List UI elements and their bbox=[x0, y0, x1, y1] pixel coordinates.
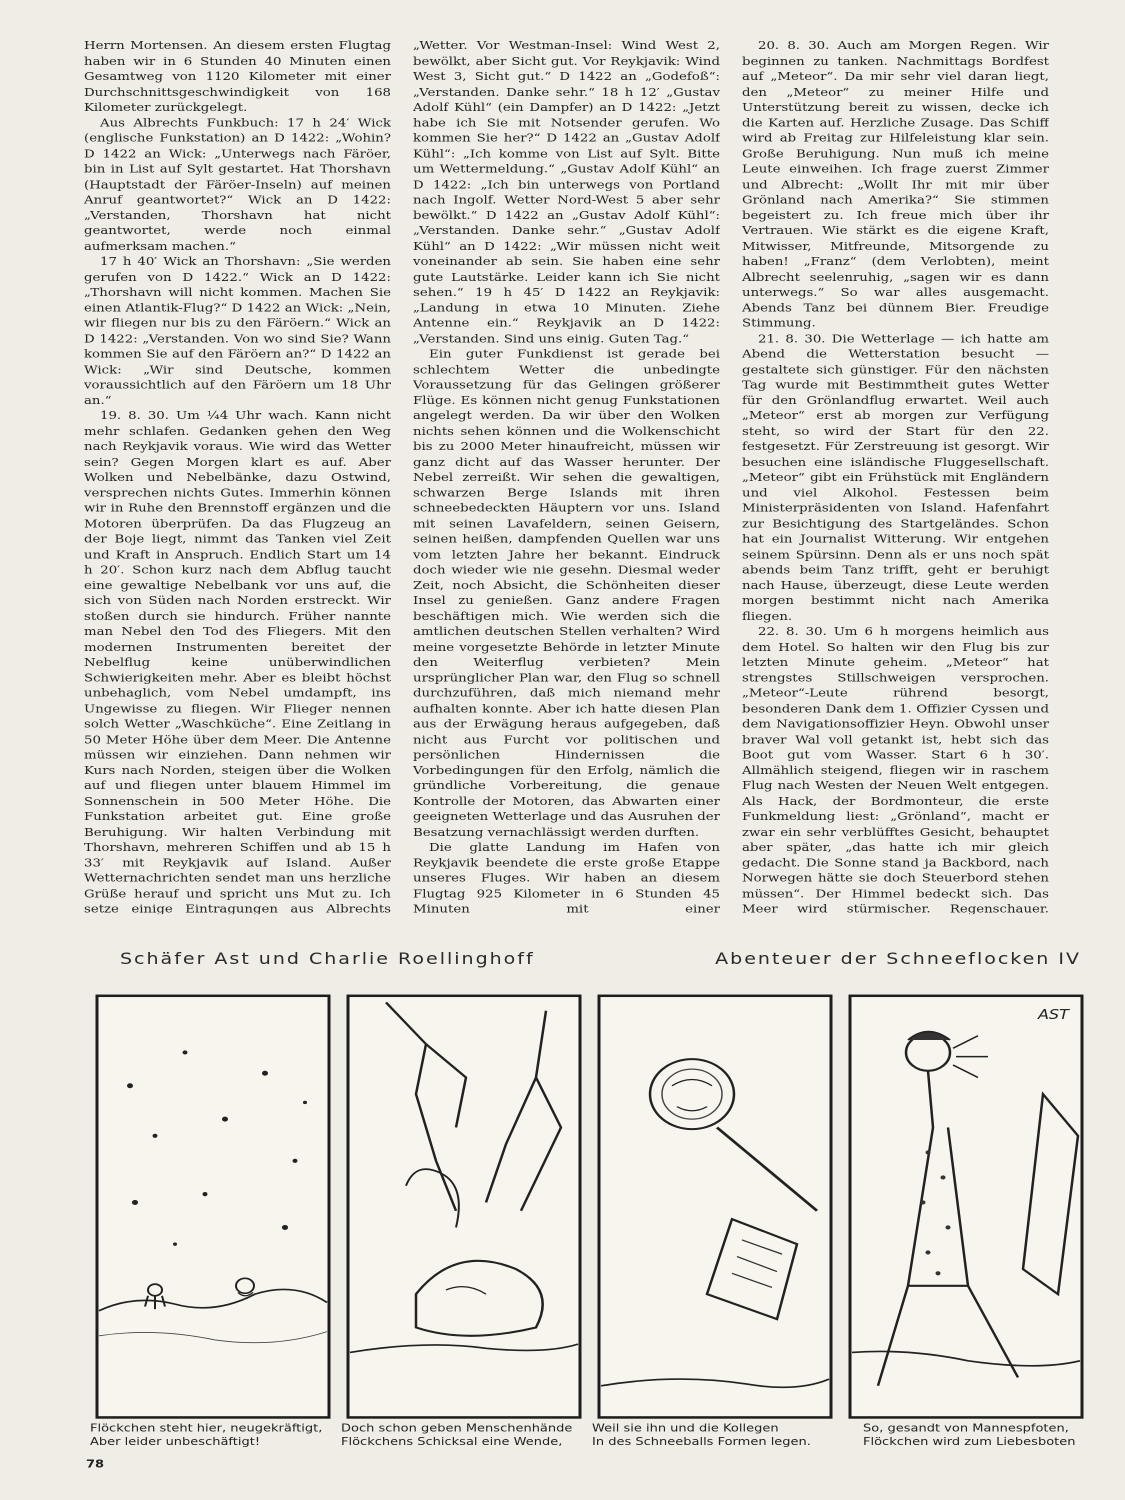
caption-3 bbox=[592, 1422, 836, 1449]
comic-title: Abenteuer der Schneeflocken IV bbox=[715, 949, 1081, 969]
caption-line: Flöckchen steht hier, neugekräftigt, bbox=[90, 1422, 323, 1435]
paragraph: Ein guter Funkdienst ist gerade bei schlechtem Wetter die unbedingte Voraussetzung für das Gelingen größerer Flüge. Es können nicht genug Funkstationen angelegt werden. Da wir über den Wolken nichts sehen können und die Wolkenschicht bis zu 2000 Meter hinaufreicht, müssen wir ganz dicht auf das Wasser herunter. Der Nebel zerreißt. Wir sehen die gewaltigen, schwarzen Berge Islands mit ihren schneebedeckten Häuptern vor uns. Island mit seinen Lavafeldern, seinen Geisern, seinen heißen, dampfenden Quellen war uns vom letzten Jahre her bekannt. Eindruck doch wieder wie nie gesehn. Diesmal weder Zeit, noch Absicht, die Schönheiten dieser Insel zu genießen. Ganz andere Fragen beschäftigen mich. Wie werden sich die amtlichen deutschen Stellen verhalten? Wird meine vorgesetzte Behörde in letzter Minute den Weiterflug verbieten? Mein ursprünglicher Plan war, den Flug so schnell durchzuführen, daß mich niemand mehr aufhalten konnte. Aber ich hatte diesen Plan aus der Erwägung heraus aufgegeben, daß nicht aus Furcht vor politischen und persönlichen Hindernissen die Vorbedingungen für den Erfolg, nämlich die gründliche Vorbereitung, die genaue Kontrolle der Motoren, das Abwarten einer geeigneten Wetterlage und das Ausruhen der Besatzung vernachlässigt werden durften. bbox=[413, 348, 720, 839]
paragraph: Die glatte Landung im Hafen von Reykjavik beendete die erste große Etappe unseres Fluges. Wir haben an diesem Flugtag 925 Kilometer in 6 Stunden 45 Minuten mit einer bbox=[413, 841, 720, 915]
caption-line: Doch schon geben Menschenhände bbox=[341, 1422, 573, 1435]
woman-hit-by-snowball-illustration bbox=[848, 994, 1084, 1419]
article-column-1 bbox=[84, 39, 391, 914]
caption-line: Flöckchen wird zum Liebesboten bbox=[863, 1435, 1076, 1449]
article-columns bbox=[84, 39, 1049, 914]
article-column-3 bbox=[742, 39, 1049, 914]
snowball-flying-illustration bbox=[597, 994, 833, 1419]
paragraph: 19. 8. 30. Um ¼4 Uhr wach. Kann nicht mehr schlafen. Gedanken gehen den Weg nach Reykjavik voraus. Wie wird das Wetter sein? Gegen Morgen klart es auf. Aber Wolken und Nebelbänke, dazu Ostwind, versprechen nichts Gutes. Immerhin können wir in Ruhe den Brennstoff ergänzen und die Motoren überprüfen. Da das Flugzeug an der Boje liegt, nimmt das Tanken viel Zeit und Kraft in Anspruch. Endlich Start um 14 h 20′. Schon kurz nach dem Abflug taucht eine gewaltige Nebelbank vor uns auf, die sich von Süden nach Norden erstreckt. Wir stoßen durch sie hindurch. Früher nannte man Nebel den Tod des Fliegers. Mit den modernen Instrumenten bereitet der Nebelflug keine unüberwindlichen Schwierigkeiten mehr. Aber es bleibt höchst unbehaglich, vom Nebel umdampft, ins Ungewisse zu fliegen. Wir Flieger nennen solch Wetter „Waschküche“. Eine Zeitlang in 50 Meter Höhe über dem Meer. Die Antenne müssen wir einziehen. Dann nehmen wir Kurs nach Norden, steigen über die Wolken auf und fliegen unter blauem Himmel im Sonnenschein in 500 Meter Höhe. Die Funkstation arbeitet gut. Eine große Beruhigung. Wir halten Verbindung mit Thorshavn, mehreren Schiffen und ab 15 h 33′ mit Reykjavik auf Island. Außer Wetternachrichten sendet man uns herzliche Grüße herauf und spricht uns Mut zu. Ich setze einige Eintragungen aus Albrechts bbox=[84, 409, 391, 915]
comic-authors: Schäfer Ast und Charlie Roellinghoff bbox=[120, 949, 535, 969]
page-number: 78 bbox=[86, 1458, 105, 1471]
hands-grabbing-snow-illustration bbox=[346, 994, 582, 1419]
paragraph: 20. 8. 30. Auch am Morgen Regen. Wir beginnen zu tanken. Nachmittags Bordfest auf „Meteor“. Da mir sehr viel daran liegt, den „Meteor“ zu meiner Hilfe und Unterstützung bereit zu wissen, decke ich die Karten auf. Herzliche Zusage. Das Schiff wird ab Freitag zur Hilfeleistung klar sein. Große Beruhigung. Nun muß ich meine Leute einweihen. Ich frage zuerst Zimmer und Albrecht: „Wollt Ihr mit mir über Grönland nach Amerika?“ Sie stimmen begeistert zu. Ich freue mich über ihr Vertrauen. Wie stärkt es die eigene Kraft, Mitwisser, Mitfreunde, Mitsorgende zu haben! „Franz“ (dem Verlobten), meint Albrecht seelenruhig, „sagen wir es dann unterwegs.“ So war alles ausgemacht. Abends Tanz bei dünnem Bier. Freudige Stimmung. bbox=[742, 39, 1049, 330]
comic-strip bbox=[95, 994, 1083, 1416]
article-column-2 bbox=[413, 39, 720, 914]
caption-line: In des Schneeballs Formen legen. bbox=[592, 1435, 811, 1449]
paragraph: Aus Albrechts Funkbuch: 17 h 24′ Wick (englische Funkstation) an D 1422: „Wohin? D 1422 an Wick: „Unterwegs nach Färöer, bin in List auf Sylt gestartet. Hat Thorshavn (Hauptstadt der Färöer-Inseln) auf meinen Anruf geantwortet?“ Wick an D 1422: „Verstanden, Thorshavn hat nicht geantwortet, werde noch einmal aufmerksam machen.“ bbox=[84, 117, 391, 253]
caption-line: Weil sie ihn und die Kollegen bbox=[592, 1422, 779, 1435]
comic-panel-1 bbox=[95, 994, 331, 1419]
paragraph: „Wetter. Vor Westman-Insel: Wind West 2, bewölkt, aber Sicht gut. Vor Reykjavik: Wind West 3, Sicht gut.“ D 1422 an „Godefoß“: „Verstanden. Danke sehr.“ 18 h 12′ „Gustav Adolf Kühl“ (ein Dampfer) an D 1422: „Jetzt habe ich Sie mit Notsender gerufen. Wo kommen Sie her?“ D 1422 an „Gustav Adolf Kühl“: „Ich komme von List auf Sylt. Bitte um Wettermeldung.“ „Gustav Adolf Kühl“ an D 1422: „Ich bin unterwegs von Portland nach Ingolf. Wetter Nord-West 5 aber sehr bewölkt.“ D 1422 an „Gustav Adolf Kühl“: „Verstanden. Danke sehr.“ „Gustav Adolf Kühl“ an D 1422: „Wir müssen nicht weit voneinander ab sein. Sie haben eine sehr gute Lautstärke. Leider kann ich Sie nicht sehen.“ 19 h 45′ D 1422 an Reykjavik: „Landung in etwa 10 Minuten. Ziehe Antenne ein.“ Reykjavik an D 1422: „Verstanden. Sind uns einig. Guten Tag.“ bbox=[413, 39, 720, 346]
comic-panel-2 bbox=[346, 994, 582, 1419]
caption-line: Flöckchens Schicksal eine Wende, bbox=[341, 1435, 563, 1449]
paragraph: 22. 8. 30. Um 6 h morgens heimlich aus dem Hotel. So halten wir den Flug bis zur letzten Minute geheim. „Meteor“ hat strengstes Stillschweigen versprochen. „Meteor“-Leute rührend besorgt, besonderen Dank dem 1. Offizier Cyssen und dem Navigationsoffizier Heyn. Obwohl unser braver Wal voll getankt ist, hebt sich das Boot gut vom Wasser. Start 6 h 30′. Allmählich steigend, fliegen wir in raschem Flug nach Westen der Neuen Welt entgegen. Als Hack, der Bordmonteur, die erste Funkmeldung liest: „Grönland“, macht er zwar ein sehr verblüfftes Gesicht, behauptet aber später, „das hatte ich mir gleich gedacht. Die Sonne stand ja Backbord, nach Norwegen hätte sie doch Steuerbord stehen müssen“. Der Himmel bedeckt sich. Das Meer wird stürmischer. Regenschauer. bbox=[742, 625, 1049, 915]
caption-2 bbox=[341, 1422, 585, 1449]
caption-1 bbox=[90, 1422, 334, 1449]
comic-panel-4 bbox=[848, 994, 1084, 1419]
caption-4 bbox=[863, 1422, 1107, 1449]
comic-panel-3 bbox=[597, 994, 833, 1419]
paragraph: 17 h 40′ Wick an Thorshavn: „Sie werden gerufen von D 1422.“ Wick an D 1422: „Thorshavn will nicht kommen. Machen Sie einen Atlantik-Flug?“ D 1422 an Wick: „Nein, wir fliegen nur bis zu den Färöern.“ Wick an D 1422: „Verstanden. Von wo sind Sie? Wann kommen Sie auf den Färöern an?“ D 1422 an Wick: „Wir sind Deutsche, kommen voraussichtlich auf den Färöern um 18 Uhr an.“ bbox=[84, 255, 391, 408]
paragraph: 21. 8. 30. Die Wetterlage — ich hatte am Abend die Wetterstation besucht — gestaltete sich günstiger. Für den nächsten Tag wurde mit Bestimmtheit gutes Wetter für den Grönlandflug erwartet. Weil auch „Meteor“ erst ab morgen zur Verfügung steht, so wird der Start für den 22. festgesetzt. Für Zerstreuung ist gesorgt. Wir besuchen eine isländische Fluggesellschaft. „Meteor“ gibt ein Frühstück mit Engländern und viel Alkohol. Festessen beim Ministerpräsidenten von Island. Hafenfahrt zur Besichtigung des Startgeländes. Schon hat ein Journalist Witterung. Wir entgehen seinem Spürsinn. Denn als er uns noch spät abends beim Tanz trifft, geht er beruhigt nach Hause, überzeugt, diese Leute werden morgen bestimmt nicht nach Amerika fliegen. bbox=[742, 332, 1049, 623]
artist-signature: AST bbox=[1038, 1007, 1069, 1023]
caption-line: So, gesandt von Mannespfoten, bbox=[863, 1422, 1069, 1435]
snowflake-standing-illustration bbox=[95, 994, 331, 1419]
caption-line: Aber leider unbeschäftigt! bbox=[90, 1435, 261, 1449]
paragraph: Herrn Mortensen. An diesem ersten Flugtag haben wir in 6 Stunden 40 Minuten einen Gesamtweg von 1120 Kilometer mit einer Durchschnittsgeschwindigkeit von 168 Kilometer zurückgelegt. bbox=[84, 39, 391, 115]
